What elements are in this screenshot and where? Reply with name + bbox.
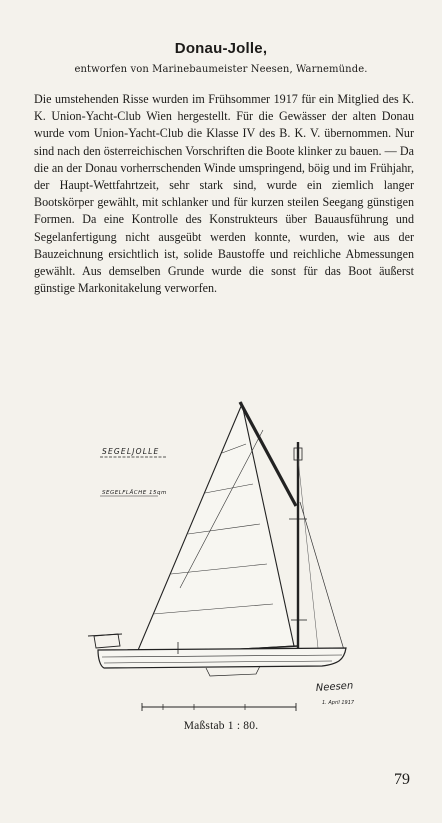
forestay <box>300 502 344 650</box>
drawing-date-note: 1. April 1917 <box>322 700 355 706</box>
drawing-title-label: SEGELJOLLE <box>102 447 160 456</box>
page-title: Donau-Jolle, <box>174 40 268 57</box>
hull <box>98 648 346 668</box>
sail-shape <box>136 404 294 655</box>
designer-signature: Neesen <box>315 680 354 694</box>
sail-plan-drawing <box>60 398 390 718</box>
page-number: 79 <box>394 771 410 788</box>
figure-caption: Maßstab 1 : 80. <box>183 720 259 732</box>
body-paragraph: Die umstehenden Risse wurden im Frühsommer 1917 für ein Mitglied des K. K. Union-Yacht-Club Wien hergestellt. Für die Gewässer der alten Donau wurde vom Union-Yacht-Club die Klasse IV des B. K. V. übernommen. Nur sind nach den österreichischen Vorschriften die Boote klinker zu bauen. — Da die an der Donau vorherrschenden Winde umspringend, böig und im Frühjahr, der Haupt-Wettfahrtzeit, sehr stark sind, wurde ein ziemlich langer Bootskörper gewählt, mit schlanker und für kurzen steilen Seegang günstigen Formen. Da eine Kontrolle des Konstrukteurs über Bauausführung und Segelanfertigung nicht ausgeübt werden konnte, wurden, wie aus der Bauzeichnung ersichtlich ist, solide Baustoffe und reichliche Abmessungen gewählt. Aus demselben Grunde wurde die sonst für das Boot äußerst günstige Markonitakelung verworfen. <box>34 92 414 296</box>
designer-subtitle: entworfen von Marinebaumeister Neesen, Warnemünde. <box>74 64 368 75</box>
drawing-sail-area-label: SEGELFLÄCHE 15qm <box>102 490 167 496</box>
scale-bar <box>142 703 296 711</box>
rudder <box>94 634 120 648</box>
